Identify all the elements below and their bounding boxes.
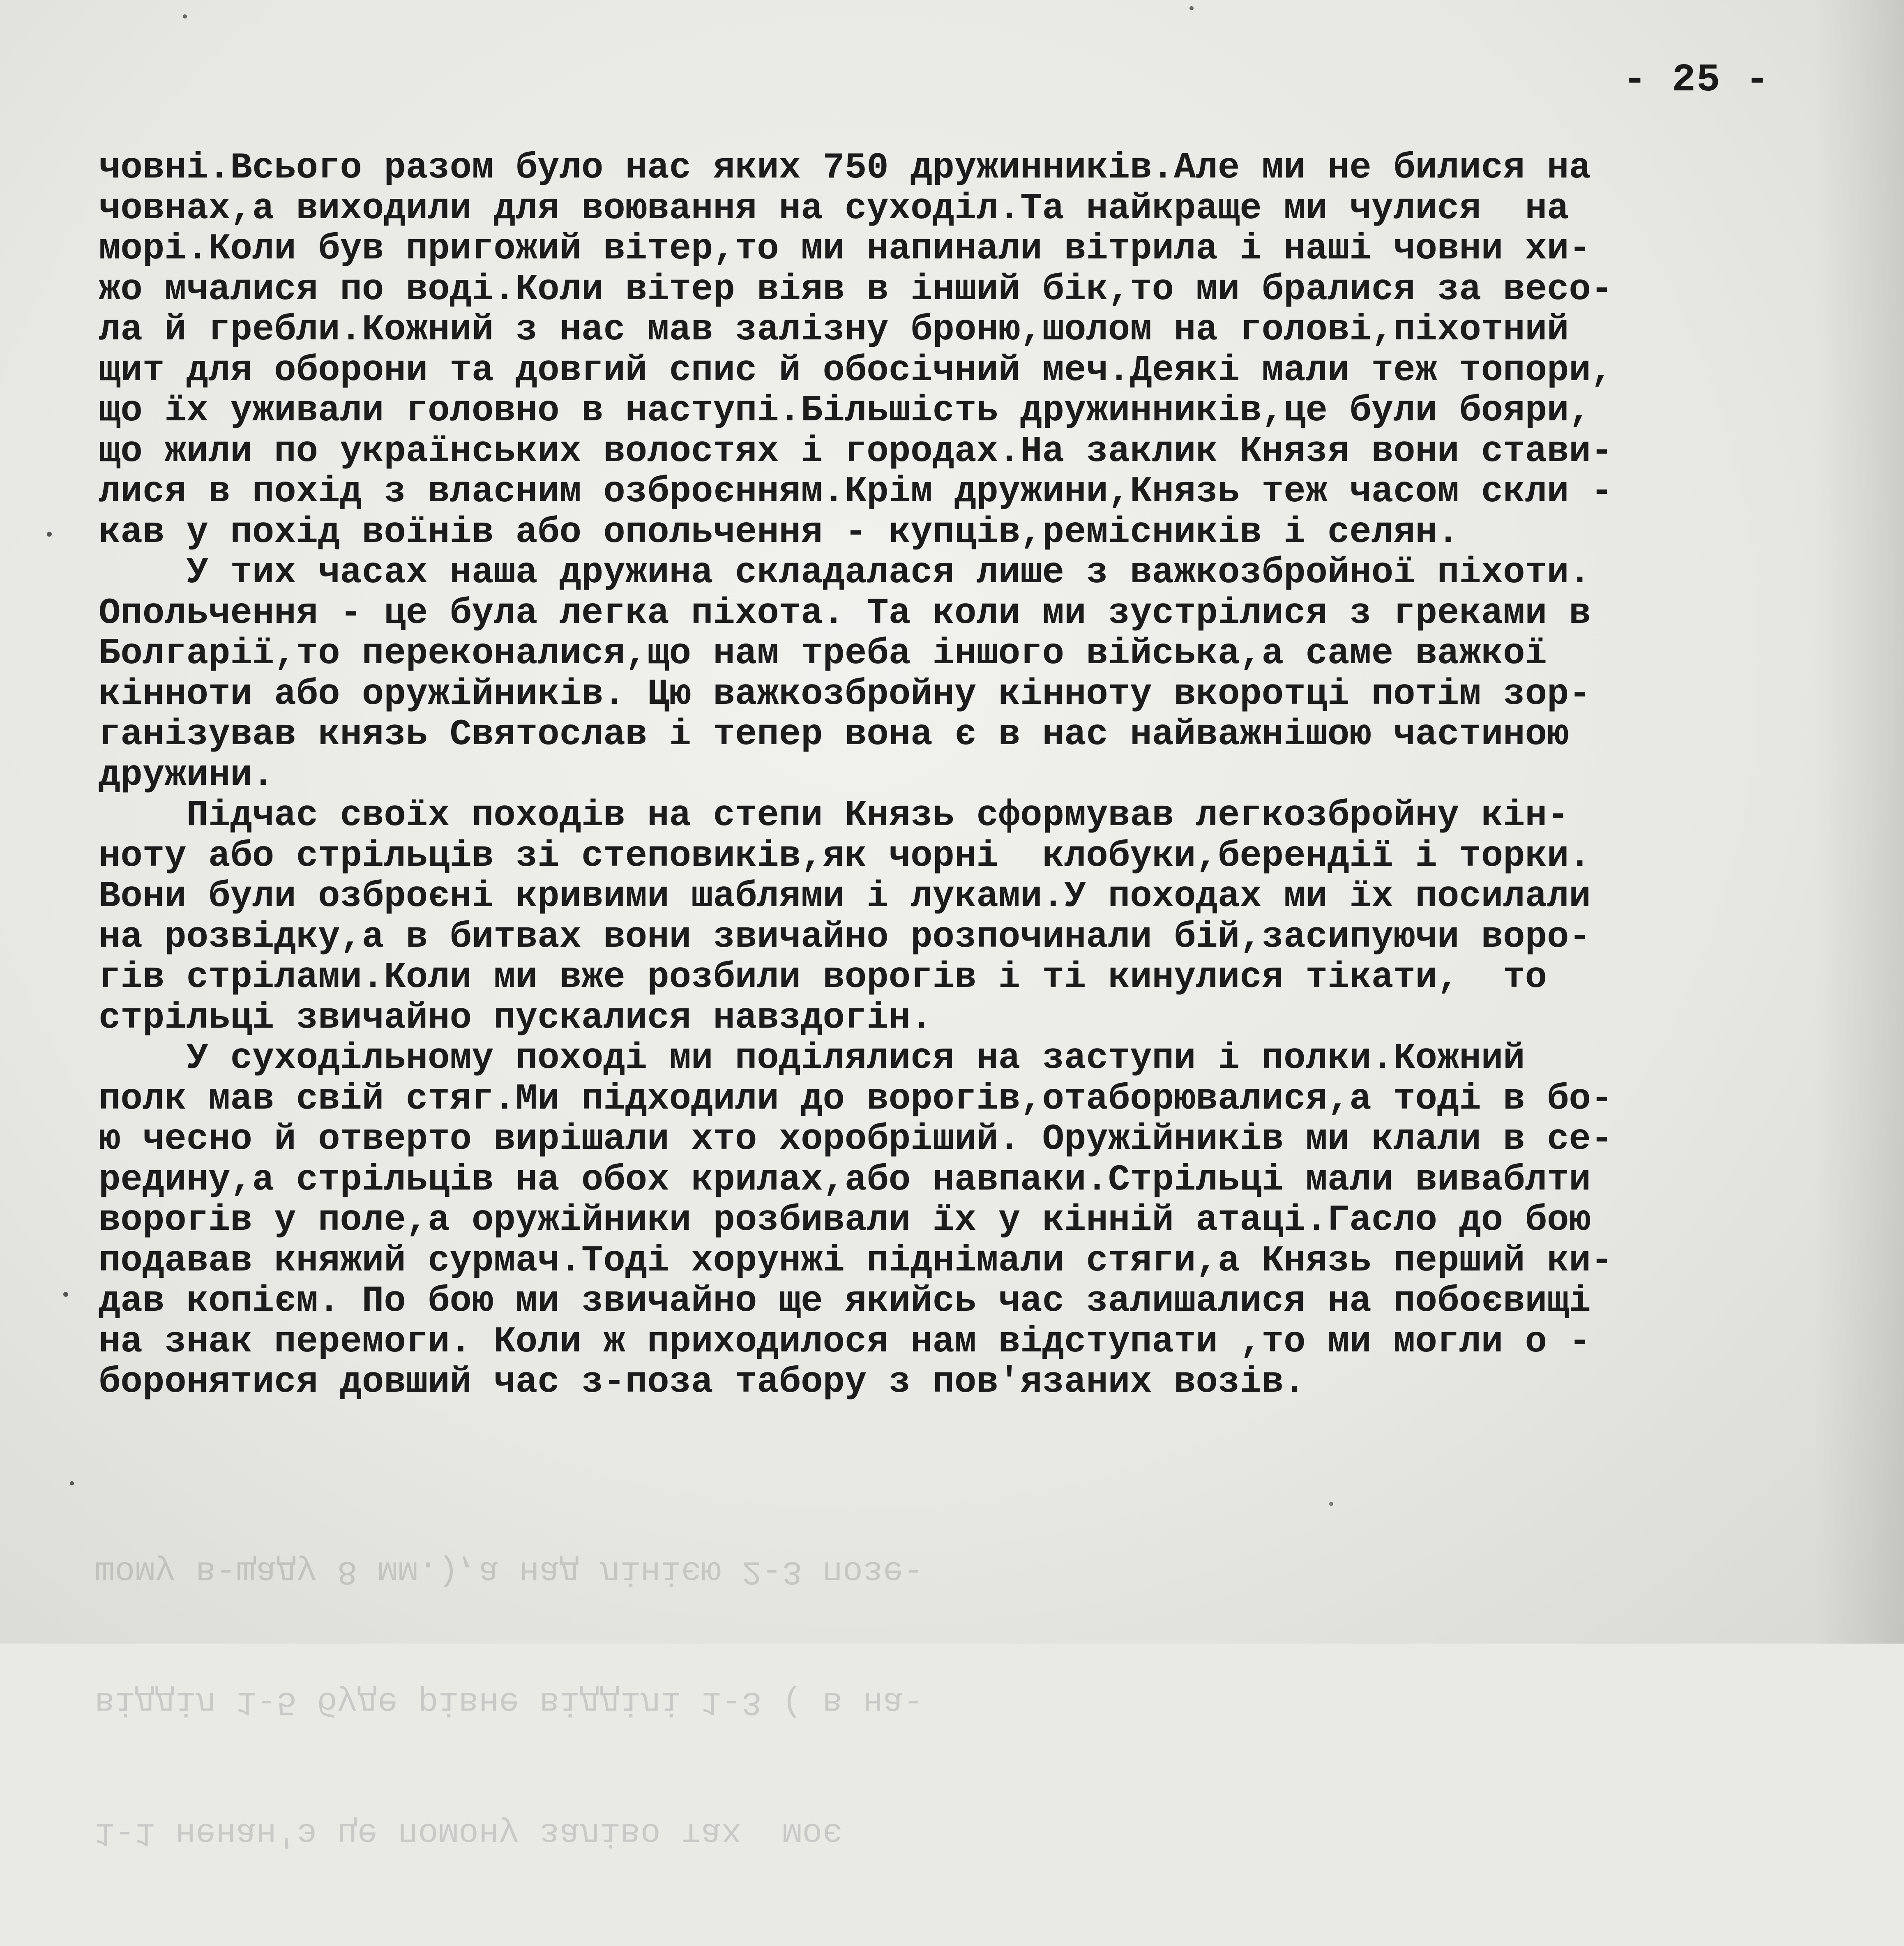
speck xyxy=(183,14,187,18)
text-line: Підчас своїх походів на степи Князь сформував легкозбройну кін- xyxy=(99,795,1569,836)
text-line: редину,а стрільців на обох крилах,або навпаки.Стрільці мали виваблти xyxy=(99,1159,1591,1201)
text-line: Болгарії,то переконалися,що нам треба іншого війська,а саме важкої xyxy=(99,633,1547,674)
speck xyxy=(1329,1502,1333,1506)
text-line: ю чесно й отверто вирішали хто хоробріший. Оружійників ми клали в се- xyxy=(99,1118,1613,1160)
text-line: човнах,а виходили для воювання на суходіл.Та найкраще ми чулися на xyxy=(99,187,1569,229)
text-line: на розвідку,а в битвах вони звичайно розпочинали бій,засипуючи воро- xyxy=(99,916,1591,958)
text-line: кав у похід воїнів або опольчення - купців,ремісників і селян. xyxy=(99,511,1459,553)
text-line: ла й гребли.Кожний з нас мав залізну броню,шолом на голові,піхотний xyxy=(99,309,1569,350)
text-line: жо мчалися по воді.Коли вітер віяв в інший бік,то ми бралися за весо- xyxy=(99,268,1613,310)
text-line: У суходільному поході ми поділялися на заступи і полки.Кожний xyxy=(99,1038,1525,1079)
text-line: боронятися довший час з-поза табору з пов'язаних возів. xyxy=(99,1361,1306,1403)
text-line: ворогів у поле,а оружійники розбивали їх у кінній атаці.Гасло до бою xyxy=(99,1199,1591,1241)
text-line: гів стрілами.Коли ми вже розбили ворогів і ті кинулися тікати, то xyxy=(99,957,1547,998)
text-line: лися в похід з власним озброєнням.Крім дружини,Князь теж часом скли - xyxy=(99,471,1613,512)
text-line: щит для оборони та довгий спис й обосічний меч.Деякі мали теж топори, xyxy=(99,349,1613,391)
speck xyxy=(70,1481,74,1485)
speck xyxy=(63,1292,68,1297)
text-line: дружини. xyxy=(99,754,274,796)
speck xyxy=(1189,6,1194,10)
page-number: - 25 - xyxy=(1623,58,1770,102)
text-line: морі.Коли був пригожий вітер,то ми напинали вітрила і наші човни хи- xyxy=(99,228,1591,270)
bleed-line: відділ 1-5 буде рівне відділі 1-3 ( в на- xyxy=(95,1683,924,1721)
text-line: човні.Всього разом було нас яких 750 дружинників.Але ми не билися на xyxy=(99,147,1591,189)
text-line: полк мав свій стяг.Ми підходили до ворогів,отаборювалися,а тоді в бо- xyxy=(99,1078,1613,1120)
text-line: ганізував князь Святослав і тепер вона є в нас найважнішою частиною xyxy=(99,714,1569,755)
text-line: Вони були озброєні кривими шаблями і луками.У походах ми їх посилали xyxy=(99,876,1591,917)
text-line: на знак перемоги. Коли ж приходилося нам відступати ,то ми могли о - xyxy=(99,1321,1591,1363)
bleed-line: шому в-щаду 8 мм.),а над лінією 2-3 позе- xyxy=(95,1552,924,1591)
text-line: подавав княжий сурмач.Тоді хорунжі піднімали стяги,а Князь перший ки- xyxy=(99,1240,1613,1282)
speck xyxy=(47,532,52,537)
text-line: ноту або стрільців зі степовиків,як чорні клобуки,берендії і торки. xyxy=(99,835,1591,877)
text-line: стрільці звичайно пускалися навздогін. xyxy=(99,997,933,1039)
text-line: кінноти або оружійників. Цю важкозбройну кінноту вкоротці потім зор- xyxy=(99,673,1591,715)
text-line: У тих часах наша дружина складалася лише з важкозбройної піхоти. xyxy=(99,552,1591,593)
text-line: дав копієм. По бою ми звичайно ще якийсь час залишалися на побоєвищі xyxy=(99,1280,1591,1322)
text-line: Опольчення - це була легка піхота. Та коли ми зустрілися з греками в xyxy=(99,592,1591,634)
bleed-line: 1-1 ненан'э це помону заліво тах моє xyxy=(95,1814,843,1852)
text-line: що їх уживали головно в наступі.Більшість дружинників,це були бояри, xyxy=(99,390,1591,431)
text-line: що жили по українських волостях і городах.На заклик Князя вони стави- xyxy=(99,430,1613,472)
